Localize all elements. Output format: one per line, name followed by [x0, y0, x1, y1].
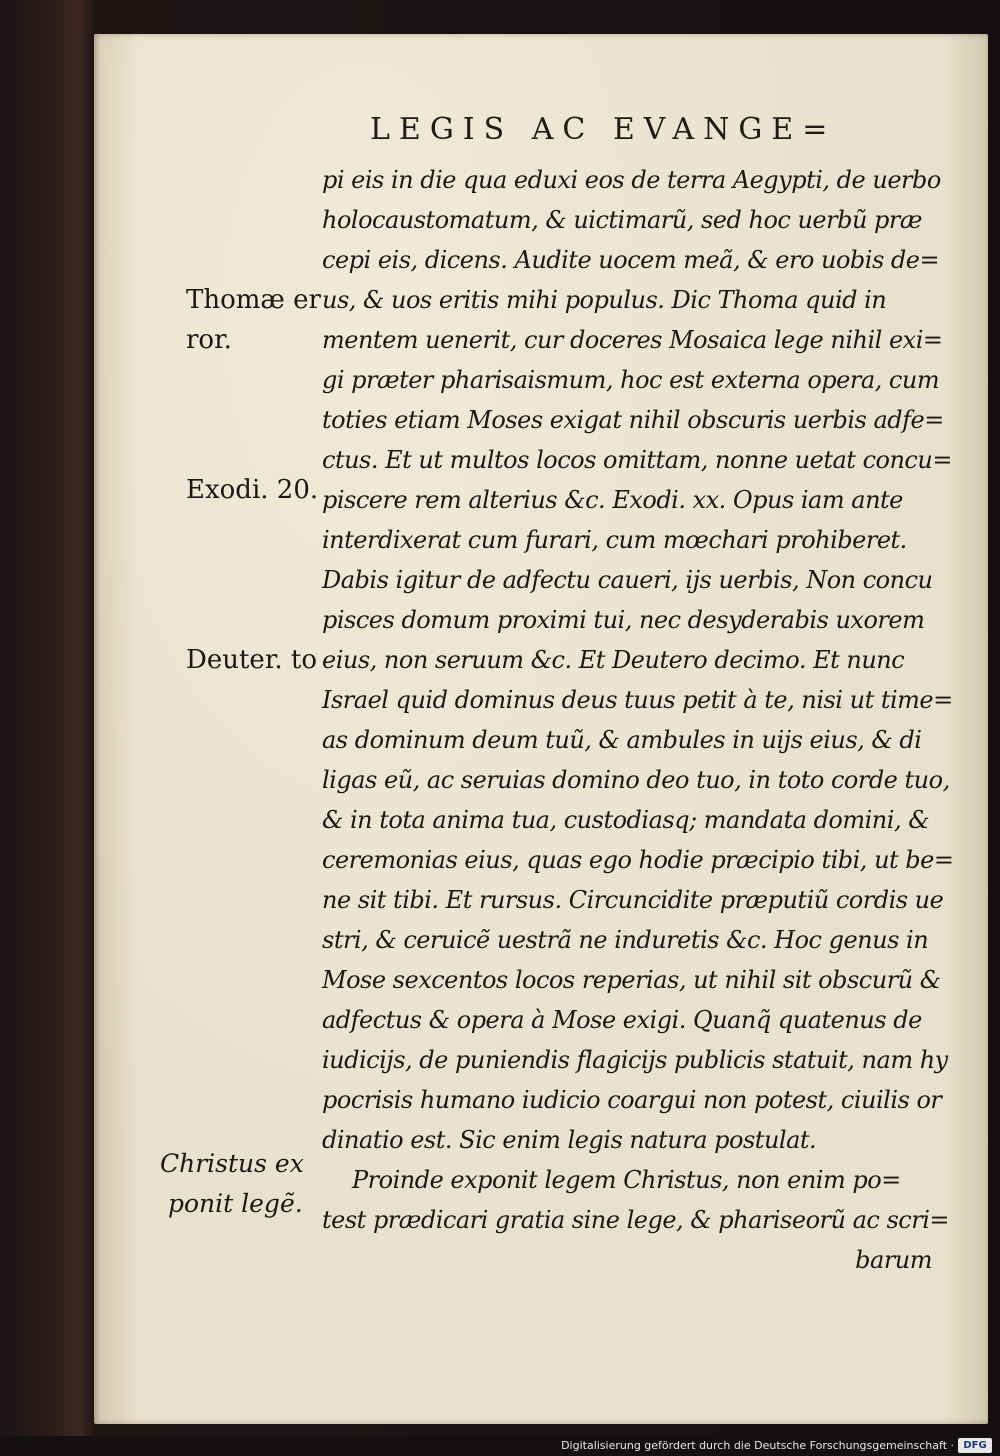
text-line: us, & uos eritis mihi populus. Dic Thoma quid in — [322, 286, 887, 314]
text-line: Dabis igitur de adfectu caueri, ijs uerbis, Non concu — [322, 566, 933, 594]
text-line: ligas eũ, ac seruias domino deo tuo, in toto corde tuo, — [322, 766, 950, 794]
margin-note-christus: Christus ex — [160, 1149, 304, 1178]
text-line: test prædicari gratia sine lege, & phariseorũ ac scri= — [322, 1206, 949, 1234]
running-title: LEGIS AC EVANGE= — [370, 112, 837, 147]
text-line: mentem uenerit, cur doceres Mosaica lege nihil exi= — [322, 326, 943, 354]
text-line: as dominum deum tuũ, & ambules in uijs eius, & di — [322, 726, 922, 754]
text-line: Mose sexcentos locos reperias, ut nihil sit obscurũ & — [322, 966, 941, 994]
text-line: interdixerat cum furari, cum mœchari prohiberet. — [322, 526, 907, 554]
text-line: stri, & ceruicẽ uestrã ne induretis &c. Hoc genus in — [322, 926, 929, 954]
catchword: barum — [855, 1246, 932, 1274]
text-line: Israel quid dominus deus tuus petit à te, nisi ut time= — [322, 686, 953, 714]
dfg-logo-icon: DFG — [958, 1438, 992, 1453]
margin-note-thomae-cont: ror. — [186, 325, 232, 355]
text-line: & in tota anima tua, custodiasq; mandata domini, & — [322, 806, 930, 834]
margin-note-thomae: Thomæ er — [186, 285, 321, 315]
text-line: pisces domum proximi tui, nec desyderabis uxorem — [322, 606, 925, 634]
text-line: iudicijs, de puniendis flagicijs publicis statuit, nam hy — [322, 1046, 948, 1074]
digitization-credit: Digitalisierung gefördert durch die Deutsche Forschungsgemeinschaft · — [561, 1439, 954, 1452]
text-line: adfectus & opera à Mose exigi. Quanq̃ quatenus de — [322, 1006, 922, 1034]
text-line: eius, non seruum &c. Et Deutero decimo. Et nunc — [322, 646, 905, 674]
text-line: cepi eis, dicens. Audite uocem meã, & ero uobis de= — [322, 246, 940, 274]
margin-note-deuter: Deuter. to — [186, 645, 318, 675]
margin-note-exodi: Exodi. 20. — [186, 475, 319, 505]
text-line: pi eis in die qua eduxi eos de terra Aegypti, de uerbo — [322, 166, 941, 194]
margin-note-christus-cont: ponit legẽ. — [168, 1189, 303, 1218]
main-text-block — [322, 160, 954, 1280]
text-line: ctus. Et ut multos locos omittam, nonne uetat concu= — [322, 446, 952, 474]
text-line: toties etiam Moses exigat nihil obscuris uerbis adfe= — [322, 406, 944, 434]
text-line: gi præter pharisaismum, hoc est externa opera, cum — [322, 366, 940, 394]
text-line: Proinde exponit legem Christus, non enim po= — [352, 1166, 901, 1194]
text-line: pocrisis humano iudicio coargui non potest, ciuilis or — [322, 1086, 942, 1114]
text-line: ceremonias eius, quas ego hodie præcipio tibi, ut be= — [322, 846, 954, 874]
text-line: ne sit tibi. Et rursus. Circuncidite præputiũ cordis ue — [322, 886, 944, 914]
text-line: holocaustomatum, & uictimarũ, sed hoc uerbũ præ — [322, 206, 922, 234]
text-line: piscere rem alterius &c. Exodi. xx. Opus iam ante — [322, 486, 903, 514]
text-line: dinatio est. Sic enim legis natura postulat. — [322, 1126, 817, 1154]
